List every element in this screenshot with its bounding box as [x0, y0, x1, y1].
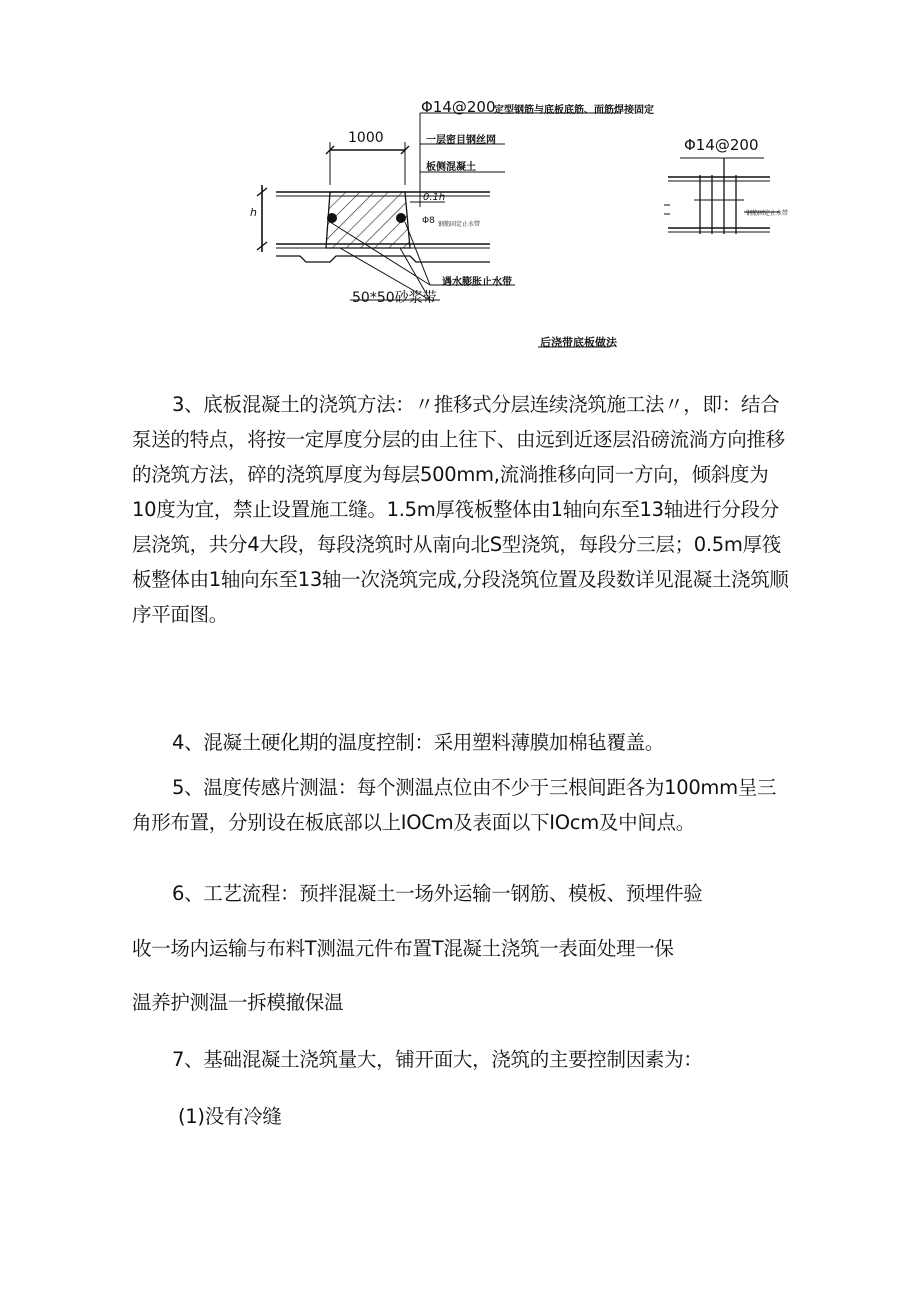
- figure-caption: 后浇带底板做法: [540, 336, 617, 349]
- paragraph-6-line-3: 温养护测温一拆模撤保温: [132, 991, 344, 1014]
- dim-h: h: [250, 206, 257, 219]
- paragraph-6-line-1: 6、工艺流程：预拌混凝土一场外运输一钢筋、模板、预埋件验: [172, 882, 703, 905]
- waterstop-label: 遇水膨胀止水带: [442, 277, 512, 288]
- right-note: 钢筋固定止水带: [746, 210, 789, 217]
- detail-drawing: [0, 0, 920, 370]
- paragraph-6-line-2: 收一场内运输与布料T测温元件布置T混凝土浇筑一表面处理一保: [132, 937, 674, 960]
- dim-01h: 0.1h: [423, 192, 446, 203]
- mortar-label: 50*50砂浆带: [352, 290, 437, 306]
- bar-label: Φ8: [422, 216, 435, 226]
- dim-width: 1000: [348, 130, 384, 146]
- callout-mesh: 一层密目钢丝网: [426, 135, 496, 146]
- paragraph-7: 7、基础混凝土浇筑量大，铺开面大，浇筑的主要控制因素为：: [172, 1048, 703, 1071]
- bar-note: 钢筋固定止水带: [438, 221, 481, 228]
- callout-rebar-note: 定型钢筋与底板底筋、面筋焊接固定: [494, 105, 654, 116]
- paragraph-4: 4、混凝土硬化期的温度控制：采用塑料薄膜加棉毡覆盖。: [172, 731, 665, 754]
- list-item-1: (1)没有冷缝: [178, 1105, 282, 1128]
- drawing-lines: [0, 0, 920, 370]
- callout-rebar-right: Φ14@200: [684, 136, 759, 154]
- callout-concrete: 板侧混凝土: [426, 162, 476, 173]
- callout-rebar-left: Φ14@200: [421, 98, 496, 116]
- paragraph-5: 5、温度传感片测温：每个测温点位由不少于三根间距各为100mm呈三角形布置，分别设在板底部以上IOCm及表面以下IOcm及中间点。: [132, 776, 777, 834]
- paragraph-3: 3、底板混凝土的浇筑方法：〃推移式分层连续浇筑施工法〃，即：结合泵送的特点，将按一定厚度分层的由上往下、由远到近逐层沿磅流淌方向推移的浇筑方法，碎的浇筑厚度为每层500mm,流淌推移向同一方向，倾斜度为10度为宜，禁止设置施工缝。1.5m厚筏板整体由1轴向东至13轴进行分段分层浇筑，共分4大段，每段浇筑时从南向北S型浇筑，每段分三层；0.5m厚筏板整体由1轴向东至13轴一次浇筑完成,分段浇筑位置及段数详见混凝土浇筑顺序平面图。: [132, 393, 789, 626]
